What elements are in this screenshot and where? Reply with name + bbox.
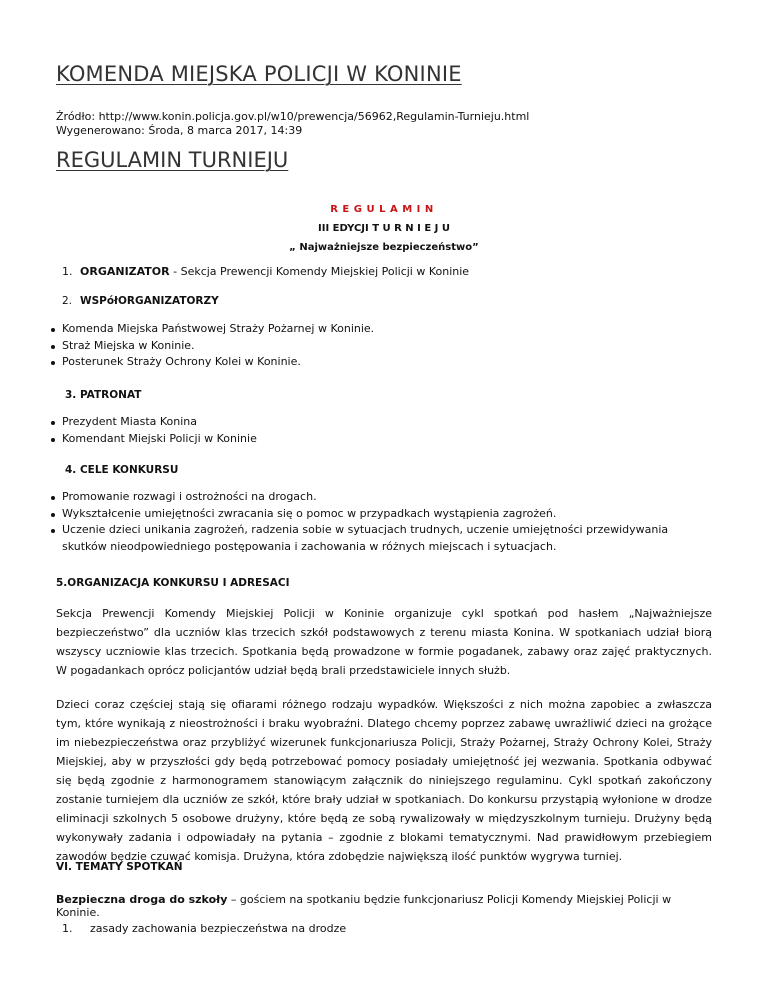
list-item: Prezydent Miasta Konina — [56, 414, 712, 431]
section-number: 1. — [62, 265, 73, 278]
section-patronage-heading: 3. PATRONAT — [65, 389, 142, 401]
goals-list — [56, 489, 712, 555]
section-label: WSPółORGANIZATORZY — [80, 295, 219, 307]
list-item: Komendant Miejski Policji w Koninie — [56, 431, 712, 448]
site-title: KOMENDA MIEJSKA POLICJI W KONINIE — [56, 62, 462, 86]
section-goals-heading: 4. CELE KONKURSU — [65, 464, 179, 476]
section-coorganizers — [56, 295, 712, 307]
section-text: - Sekcja Prewencji Komendy Miejskiej Policji w Koninie — [169, 265, 470, 278]
topic-item — [56, 922, 712, 935]
list-item: Uczenie dzieci unikania zagrożeń, radzenia sobie w sytuacjach trudnych, uczenie umiejętności przewidywania skutków nieodpowiedniego postępowania i zachowania w różnych miejscach i sytuacjach. — [56, 522, 712, 555]
patronage-list — [56, 414, 712, 447]
section-topics-heading: VI. TEMATY SPOTKAŃ — [56, 861, 183, 873]
organization-paragraph-1: Sekcja Prewencji Komendy Miejskiej Policji w Koninie organizuje cykl spotkań pod hasłem „Najważniejsze bezpieczeństwo” dla uczniów klas trzecich szkół podstawowych z terenu miasta Konina. W spotkaniach udział biorą wszyscy uczniowie klas trzecich. Spotkania będą prowadzone w formie pogadanek, zabawy oraz zajęć praktycznych. W pogadankach oprócz policjantów udział będą brali przedstawiciele innych służb. — [56, 607, 712, 677]
coorganizers-list — [56, 321, 712, 371]
regulation-header — [56, 204, 712, 261]
list-item: Straż Miejska w Koninie. — [56, 338, 712, 355]
list-item: Posterunek Straży Ochrony Kolei w Koninie. — [56, 354, 712, 371]
organization-paragraph-2: Dzieci coraz częściej stają się ofiarami różnego rodzaju wypadków. Większości z nich można zapobiec a zwłaszcza tym, które wynikają z nieostrożności i braku wyobraźni. Dlatego chcemy poprzez zabawę uwrażliwić dzieci na grożące im niebezpieczeństwa oraz przybliżyć wizerunek funkcjonariusza Policji, Straży Pożarnej, Straży Ochrony Kolei, Straży Miejskiej, aby w przyszłości gdy będą potrzebować pomocy posiadały umiejętność jej wezwania. Spotkania odbywać się będą zgodnie z harmonogramem stanowiącym załącznik do niniejszego regulaminu. Cykl spotkań zakończony zostanie turniejem dla uczniów ze szkół, które brały udział w spotkaniach. Do konkursu przystąpią wyłonione w drodze eliminacji szkolnych 5 osobowe drużyny, które będą ze sobą rywalizowały w międzyszkolnym turnieju. Drużyny będą wykonywały zadania i odpowiadały na pytania – zgodnie z blokami tematycznymi. Nad prawidłowym przebiegiem zawodów będzie czuwać komisja. Drużyna, która zdobędzie największą ilość punktów wygrywa turniej. — [56, 698, 712, 863]
section-label: ORGANIZATOR — [80, 265, 170, 278]
source-url-line: Źródło: http://www.konin.policja.gov.pl/w10/prewencja/56962,Regulamin-Turnieju.html — [56, 110, 530, 123]
list-item: Komenda Miejska Państwowej Straży Pożarnej w Koninie. — [56, 321, 712, 338]
document-title: REGULAMIN TURNIEJU — [56, 148, 289, 172]
topic-lead — [56, 893, 712, 919]
section-organizer — [56, 265, 712, 278]
topic-title: Bezpieczna droga do szkoły — [56, 893, 228, 906]
topic-item-number: 1. — [62, 922, 73, 935]
list-item: Wykształcenie umiejętności zwracania się o pomoc w przypadkach wystąpienia zagrożeń. — [56, 506, 712, 523]
section-number: 2. — [62, 295, 73, 307]
regulation-header-line1: REGULAMIN — [330, 204, 438, 215]
topic-item-text: zasady zachowania bezpieczeństwa na drodze — [90, 922, 347, 935]
regulation-header-line2: III EDYCJI T U R N I E J U — [318, 223, 450, 234]
regulation-header-line3: „ Najważniejsze bezpieczeństwo” — [289, 242, 479, 253]
source-meta — [56, 110, 529, 138]
section-organization-heading: 5.ORGANIZACJA KONKURSU I ADRESACI — [56, 577, 290, 589]
topic-description: – gościem na spotkaniu będzie funkcjonariusz Policji Komendy Miejskiej Policji w Koninie. — [56, 893, 672, 919]
generated-date-line: Wygenerowano: Środa, 8 marca 2017, 14:39 — [56, 124, 303, 137]
list-item: Promowanie rozwagi i ostrożności na drogach. — [56, 489, 712, 506]
